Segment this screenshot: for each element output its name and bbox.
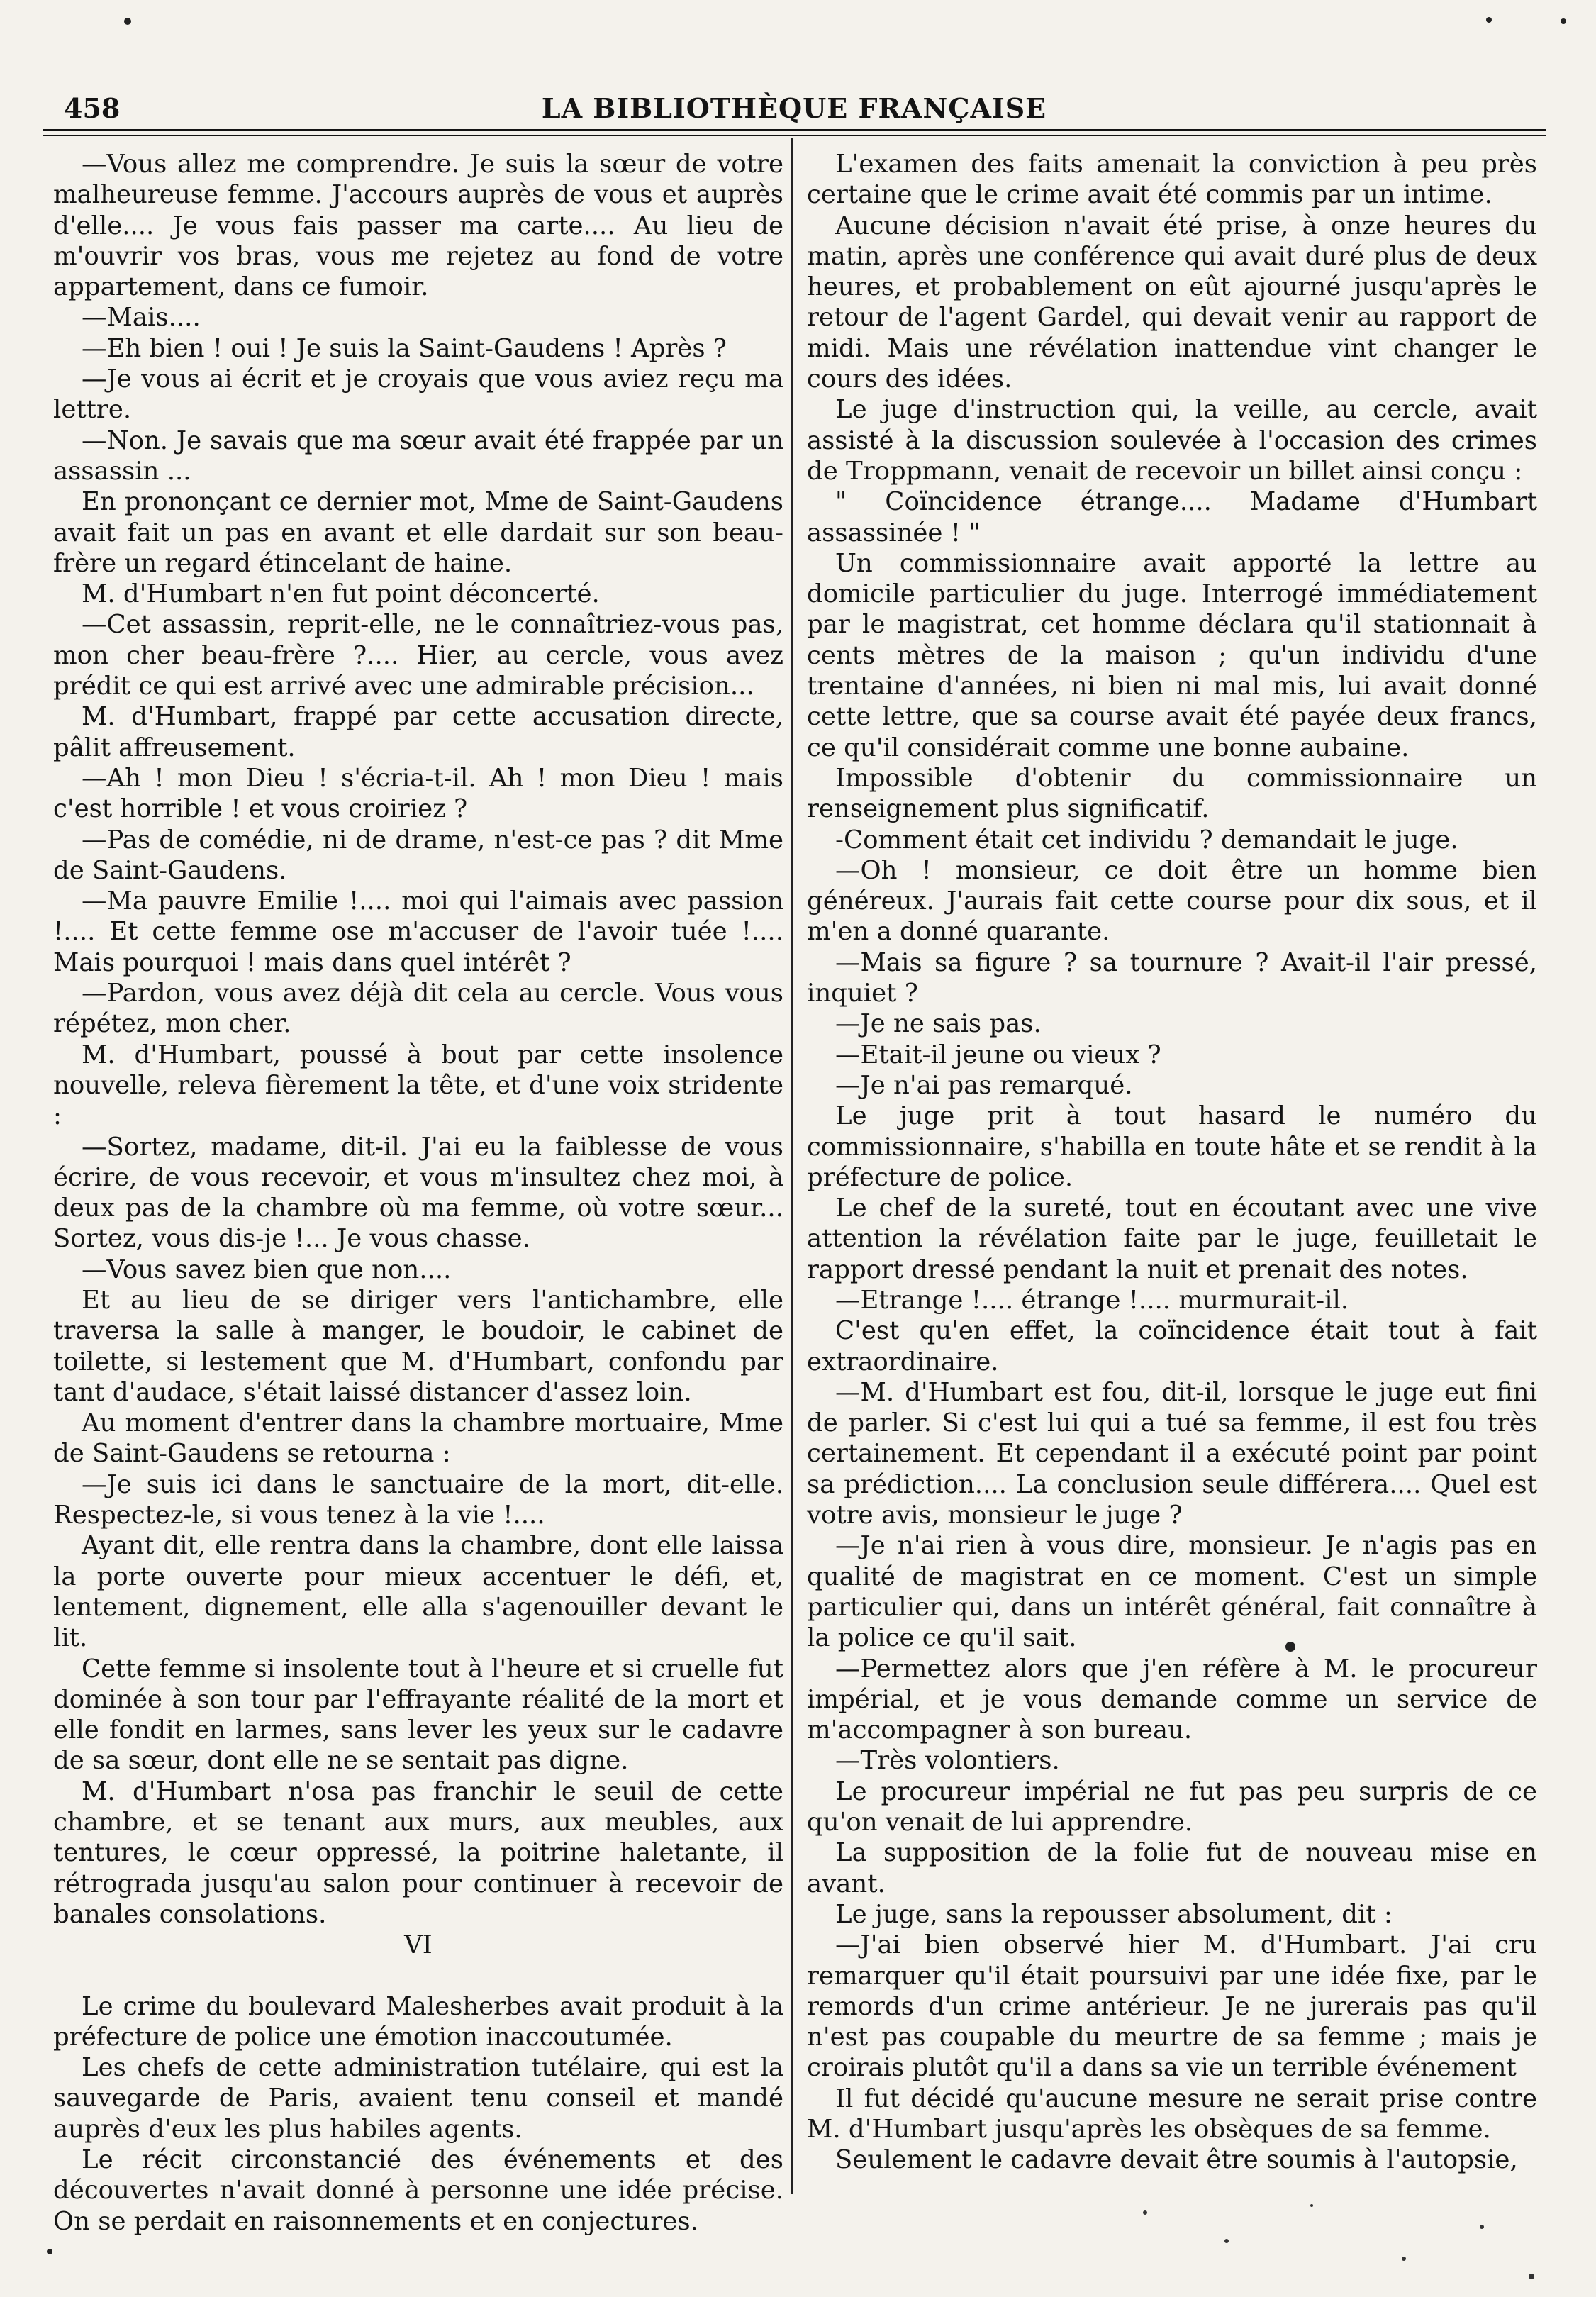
paragraph: —Permettez alors que j'en réfère à M. le procureur impérial, et je vous demande comme un service de m'accompagner à son bureau. <box>807 1654 1537 1745</box>
paragraph: —Je vous ai écrit et je croyais que vous aviez reçu ma lettre. <box>53 365 783 425</box>
paragraph: Ayant dit, elle rentra dans la chambre, dont elle laissa la porte ouverte pour mieux accentuer le défi, et, lentement, dignement, elle alla s'agenouiller devant le lit. <box>53 1531 783 1653</box>
paragraph: —Etrange !.... étrange !.... murmurait-il. <box>835 1285 1349 1315</box>
paragraph: L'examen des faits amenait la conviction à peu près certaine que le crime avait été commis par un intime. <box>807 150 1537 210</box>
paragraph: Et au lieu de se diriger vers l'antichambre, elle traversa la salle à manger, le boudoir, le cabinet de toilette, si lestement que M. d'Humbart, confondu par tant d'audace, s'était laissé distancer d'assez loin. <box>53 1285 783 1407</box>
paragraph: Seulement le cadavre devait être soumis à l'autopsie, <box>835 2145 1518 2175</box>
paragraph: Le juge, sans la repousser absolument, dit : <box>835 1899 1393 1929</box>
paragraph: Les chefs de cette administration tutélaire, qui est la sauvegarde de Paris, avaient tenu conseil et mandé auprès d'eux les plus habiles agents. <box>53 2053 783 2144</box>
paragraph: C'est qu'en effet, la coïncidence était tout à fait extraordinaire. <box>807 1316 1537 1376</box>
page-number: 458 <box>64 92 121 124</box>
paragraph: —Sortez, madame, dit-il. J'ai eu la faiblesse de vous écrire, de vous recevoir, et vous m'insultez chez moi, à deux pas de la chambre où ma femme, où votre sœur... Sortez, vous dis-je !... Je vous chasse. <box>53 1132 783 1254</box>
paragraph: —Je n'ai pas remarqué. <box>835 1070 1133 1100</box>
paragraph: —Mais sa figure ? sa tournure ? Avait-il l'air pressé, inquiet ? <box>807 947 1537 1008</box>
paragraph: Cette femme si insolente tout à l'heure et si cruelle fut dominée à son tour par l'effrayante réalité de la mort et elle fondit en larmes, sans lever les yeux sur le cadavre de sa sœur, dont elle ne se sentait pas digne. <box>53 1654 783 1776</box>
paragraph: —Mais.... <box>82 303 201 333</box>
paragraph: Le récit circonstancié des événements et des découvertes n'avait donné à personne une idée précise. On se perdait en raisonnements et en conjectures. <box>53 2145 783 2236</box>
paragraph: —Ma pauvre Emilie !.... moi qui l'aimais avec passion !.... Et cette femme ose m'accuser de l'avoir tuée !.... Mais pourquoi ! mais dans quel intérêt ? <box>53 886 783 977</box>
page-header <box>43 78 1546 128</box>
paragraph: —Je n'ai rien à vous dire, monsieur. Je n'agis pas en qualité de magistrat en ce moment. C'est un simple particulier qui, dans un intérêt général, fait connaître à la police ce qu'il sait. <box>807 1531 1537 1653</box>
paragraph: Le procureur impérial ne fut pas peu surpris de ce qu'on venait de lui apprendre. <box>807 1776 1537 1837</box>
paragraph: —Non. Je savais que ma sœur avait été frappée par un assassin ... <box>53 426 783 486</box>
header-rule <box>43 129 1546 131</box>
paragraph: —Je suis ici dans le sanctuaire de la mort, dit-elle. Respectez-le, si vous tenez à la vie !.... <box>53 1469 783 1530</box>
paragraph: —Très volontiers. <box>835 1746 1060 1776</box>
paragraph: —Vous allez me comprendre. Je suis la sœur de votre malheureuse femme. J'accours auprès de vous et auprès d'elle.... Je vous fais passer ma carte.... Au lieu de m'ouvrir vos bras, vous me rejetez au fond de votre appartement, dans ce fumoir. <box>53 150 783 302</box>
paragraph: En prononçant ce dernier mot, Mme de Saint-Gaudens avait fait un pas en avant et elle dardait sur son beau-frère un regard étincelant de haine. <box>53 487 783 578</box>
running-title: LA BIBLIOTHÈQUE FRANÇAISE <box>541 92 1047 124</box>
paragraph: —J'ai bien observé hier M. d'Humbart. J'ai cru remarquer qu'il était poursuivi par une idée fixe, par le remords d'un crime antérieur. Je ne jurerais pas qu'il n'est pas coupable du meurtre de sa femme ; mais je croirais plutôt qu'il a dans sa vie un terrible événement <box>807 1930 1537 2083</box>
column-divider <box>791 138 793 2194</box>
paragraph: Le chef de la sureté, tout en écoutant avec une vive attention la révélation faite par le juge, feuilletait le rapport dressé pendant la nuit et prenait des notes. <box>807 1194 1537 1284</box>
paragraph: —Ah ! mon Dieu ! s'écria-t-il. Ah ! mon Dieu ! mais c'est horrible ! et vous croiriez ? <box>53 763 783 824</box>
paragraph: —Vous savez bien que non.... <box>82 1255 452 1284</box>
paragraph: Il fut décidé qu'aucune mesure ne serait prise contre M. d'Humbart jusqu'après les obsèques de sa femme. <box>807 2084 1537 2144</box>
left-column <box>53 149 783 2237</box>
paragraph: —Cet assassin, reprit-elle, ne le connaîtriez-vous pas, mon cher beau-frère ?.... Hier, au cercle, vous avez prédit ce qui est arrivé avec une admirable précision... <box>53 610 783 701</box>
paragraph: —Pas de comédie, ni de drame, n'est-ce pas ? dit Mme de Saint-Gaudens. <box>53 825 783 885</box>
paragraph: La supposition de la folie fut de nouveau mise en avant. <box>807 1838 1537 1898</box>
paragraph: M. d'Humbart, poussé à bout par cette insolence nouvelle, releva fièrement la tête, et d'une voix stridente : <box>53 1040 783 1131</box>
paragraph: Le crime du boulevard Malesherbes avait produit à la préfecture de police une émotion inaccoutumée. <box>53 1991 783 2052</box>
paragraph: —Eh bien ! oui ! Je suis la Saint-Gaudens ! Après ? <box>82 333 727 363</box>
right-column <box>807 149 1537 2176</box>
paragraph: " Coïncidence étrange.... Madame d'Humbart assassinée ! " <box>807 487 1537 547</box>
header-rule-thin <box>43 135 1546 136</box>
paragraph: M. d'Humbart n'osa pas franchir le seuil de cette chambre, et se tenant aux murs, aux meubles, aux tentures, le cœur oppressé, la poitrine haletante, il rétrograda jusqu'au salon pour continuer à recevoir de banales consolations. <box>53 1776 783 1929</box>
paragraph: —Pardon, vous avez déjà dit cela au cercle. Vous vous répétez, mon cher. <box>53 979 783 1039</box>
paragraph: Aucune décision n'avait été prise, à onze heures du matin, après une conférence qui avait duré plus de deux heures, et probablement on eût ajourné jusqu'après le retour de l'agent Gardel, qui devait venir au rapport de midi. Mais une révélation inattendue vint changer le cours des idées. <box>807 211 1537 394</box>
paragraph: M. d'Humbart, frappé par cette accusation directe, pâlit affreusement. <box>53 702 783 762</box>
chapter-heading: VI <box>404 1930 433 1960</box>
paragraph: —M. d'Humbart est fou, dit-il, lorsque le juge eut fini de parler. Si c'est lui qui a tué sa femme, il est fou très certainement. Et cependant il a exécuté point par point sa prédiction.... La conclusion seule différera.... Quel est votre avis, monsieur le juge ? <box>807 1377 1537 1530</box>
paragraph: Au moment d'entrer dans la chambre mortuaire, Mme de Saint-Gaudens se retourna : <box>53 1408 783 1469</box>
paragraph: Le juge prit à tout hasard le numéro du commissionnaire, s'habilla en toute hâte et se rendit à la préfecture de police. <box>807 1101 1537 1192</box>
paragraph: —Oh ! monsieur, ce doit être un homme bien généreux. J'aurais fait cette course pour dix sous, et il m'en a donné quarante. <box>807 855 1537 947</box>
paragraph: —Je ne sais pas. <box>835 1009 1042 1039</box>
paragraph: Le juge d'instruction qui, la veille, au cercle, avait assisté à la discussion soulevée à l'occasion des crimes de Troppmann, venait de recevoir un billet ainsi conçu : <box>807 395 1537 486</box>
paragraph: —Etait-il jeune ou vieux ? <box>835 1040 1161 1069</box>
paragraph: Impossible d'obtenir du commissionnaire un renseignement plus significatif. <box>807 763 1537 824</box>
paragraph: -Comment était cet individu ? demandait le juge. <box>835 825 1458 855</box>
paragraph: M. d'Humbart n'en fut point déconcerté. <box>82 579 600 609</box>
paragraph: Un commissionnaire avait apporté la lettre au domicile particulier du juge. Interrogé immédiatement par le magistrat, cet homme déclara qu'il stationnait à cents mètres de la maison ; qu'un individu d'une trentaine d'années, ni bien ni mal mis, lui avait donné cette lettre, que sa course avait été payée deux francs, ce qu'il considérait comme une bonne aubaine. <box>807 548 1537 762</box>
